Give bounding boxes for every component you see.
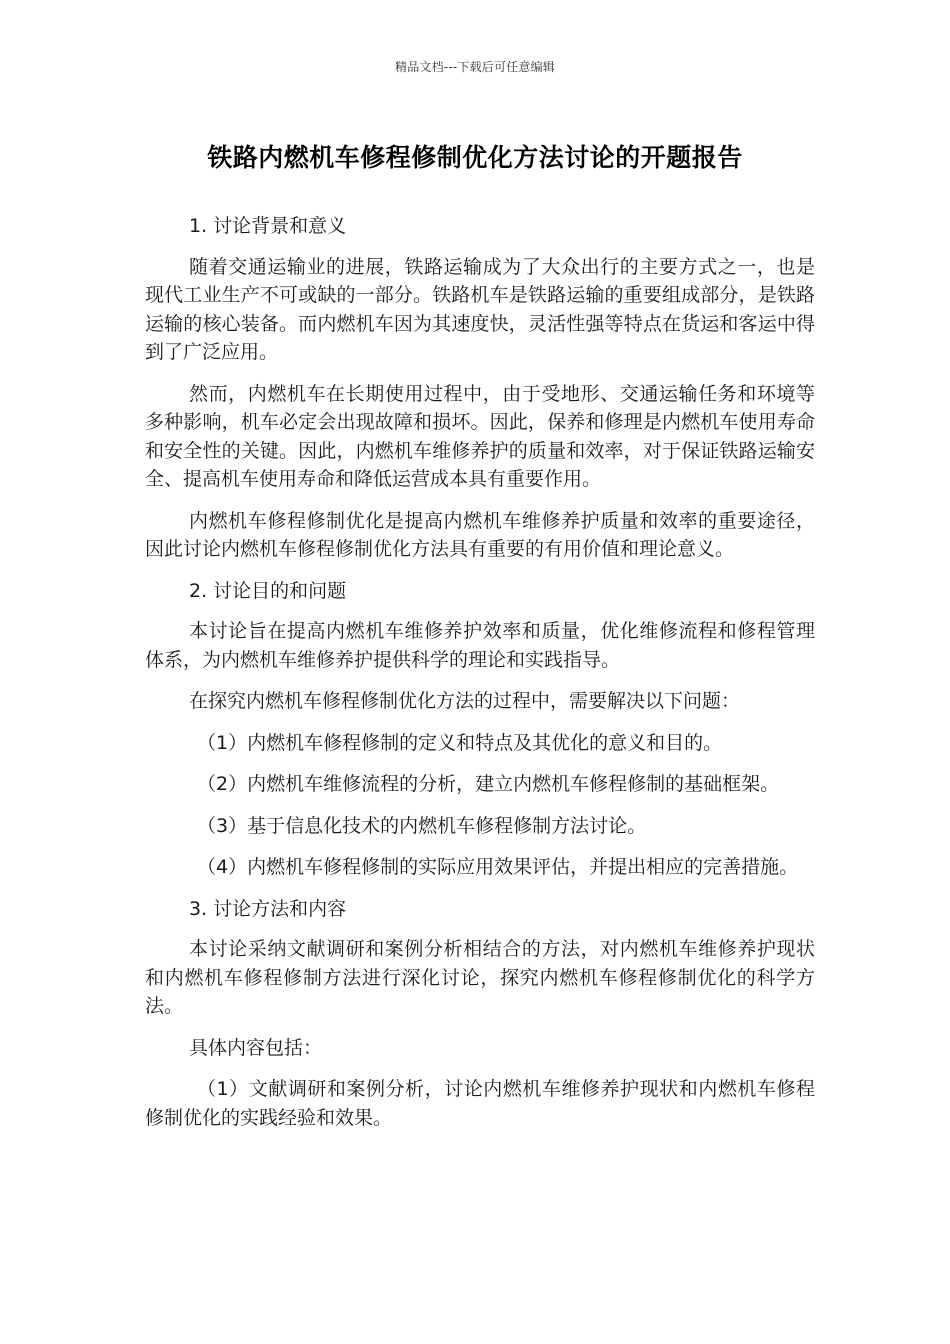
paragraph: 然而，内燃机车在长期使用过程中，由于受地形、交通运输任务和环境等多种影响，机车必定会出现故障和损坏。因此，保养和修理是内燃机车使用寿命和安全性的关键。因此，内燃机车维修养护的质量和效率，对于保证铁路运输安全、提高机车使用寿命和降低运营成本具有重要作用。: [145, 382, 815, 490]
document-body: [145, 212, 815, 1145]
paragraph: 本讨论旨在提高内燃机车维修养护效率和质量，优化维修流程和修程管理体系，为内燃机车维修养护提供科学的理论和实践指导。: [145, 620, 815, 671]
list-item: （4）内燃机车修程修制的实际应用效果评估，并提出相应的完善措施。: [197, 856, 799, 878]
paragraph: 内燃机车修程修制优化是提高内燃机车维修养护质量和效率的重要途径，因此讨论内燃机车修程修制优化方法具有重要的有用价值和理论意义。: [145, 509, 815, 560]
section-heading-3: 3. 讨论方法和内容: [189, 897, 347, 920]
paragraph: 在探究内燃机车修程修制优化方法的过程中，需要解决以下问题：: [189, 690, 741, 712]
paragraph: 本讨论采纳文献调研和案例分析相结合的方法，对内燃机车维修养护现状和内燃机车修程修制方法进行深化讨论，探究内燃机车修程修制优化的科学方法。: [145, 938, 815, 1017]
document-title: 铁路内燃机车修程修制优化方法讨论的开题报告: [207, 143, 743, 172]
list-item: （1）文献调研和案例分析，讨论内燃机车维修养护现状和内燃机车修程修制优化的实践经验和效果。: [145, 1078, 815, 1129]
section-heading-2: 2. 讨论目的和问题: [189, 579, 347, 602]
page-header: 精品文档---下载后可任意编辑: [395, 60, 555, 74]
list-item: （1）内燃机车修程修制的定义和特点及其优化的意义和目的。: [197, 731, 723, 754]
list-item: （2）内燃机车维修流程的分析，建立内燃机车修程修制的基础框架。: [197, 773, 780, 795]
paragraph: 具体内容包括：: [189, 1036, 323, 1059]
list-item: （3）基于信息化技术的内燃机车修程修制方法讨论。: [197, 814, 647, 837]
section-heading-1: 1. 讨论背景和意义: [189, 215, 347, 237]
paragraph: 随着交通运输业的进展，铁路运输成为了大众出行的主要方式之一，也是现代工业生产不可或缺的一部分。铁路机车是铁路运输的重要组成部分，是铁路运输的核心装备。而内燃机车因为其速度快，灵活性强等特点在货运和客运中得到了广泛应用。: [145, 255, 815, 363]
